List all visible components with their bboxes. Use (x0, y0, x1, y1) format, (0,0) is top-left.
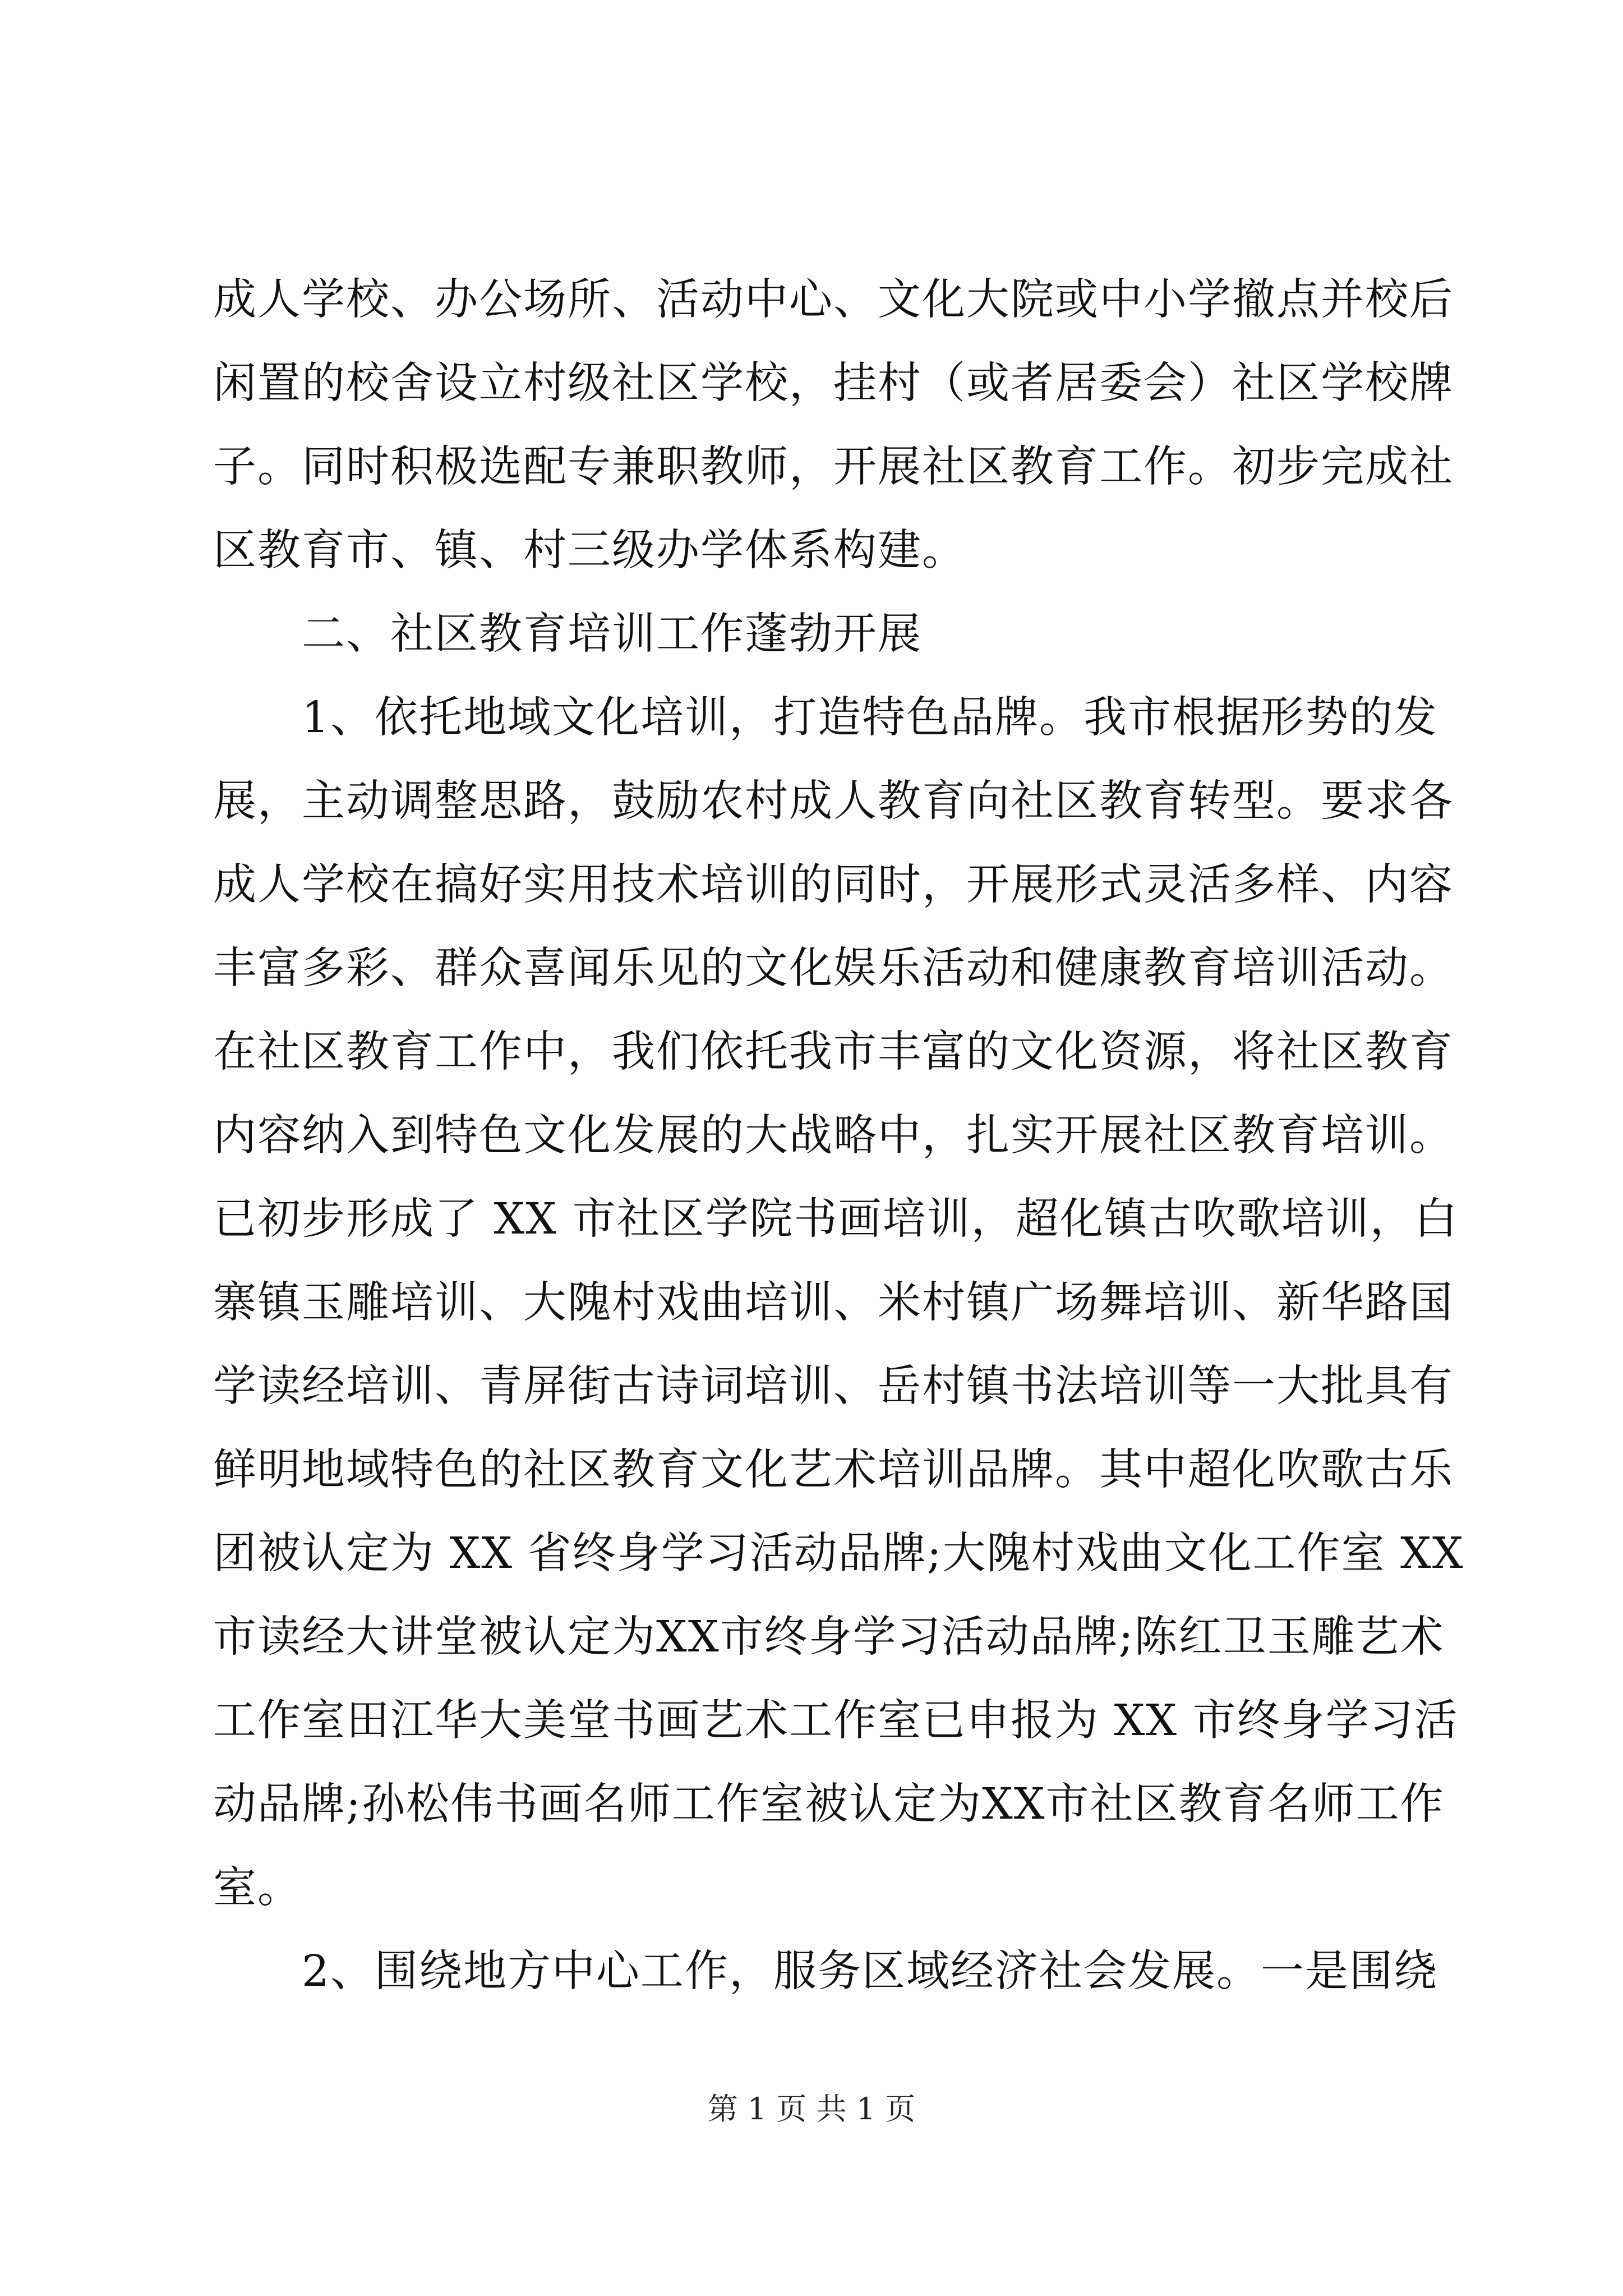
body-line: 室。 (213, 1863, 302, 1913)
body-line: 2、围绕地方中心工作，服务区域经济社会发展。一是围绕 (213, 1947, 1438, 1996)
body-line: 动品牌;孙松伟书画名师工作室被认定为XX市社区教育名师工作 (213, 1779, 1445, 1829)
section-heading: 二、社区教育培训工作蓬勃开展 (213, 609, 922, 659)
body-line: 已初步形成了 XX 市社区学院书画培训，超化镇古吹歌培训，白 (213, 1194, 1459, 1244)
body-line: 在社区教育工作中，我们依托我市丰富的文化资源，将社区教育 (213, 1027, 1454, 1077)
body-line: 闲置的校舍设立村级社区学校，挂村（或者居委会）社区学校牌 (213, 358, 1454, 408)
body-line: 子。同时积极选配专兼职教师，开展社区教育工作。初步完成社 (213, 442, 1454, 492)
body-line: 工作室田江华大美堂书画艺术工作室已申报为 XX 市终身学习活 (213, 1696, 1459, 1746)
body-line: 寨镇玉雕培训、大隗村戏曲培训、米村镇广场舞培训、新华路国 (213, 1278, 1454, 1328)
page-number-footer: 第 1 页 共 1 页 (707, 2091, 916, 2127)
body-line: 团被认定为 XX 省终身学习活动品牌;大隗村戏曲文化工作室 XX (213, 1529, 1464, 1579)
document-body (213, 258, 1464, 2013)
body-line: 丰富多彩、群众喜闻乐见的文化娱乐活动和健康教育培训活动。 (213, 944, 1454, 993)
body-line: 内容纳入到特色文化发展的大战略中，扎实开展社区教育培训。 (213, 1111, 1454, 1161)
body-line: 区教育市、镇、村三级办学体系构建。 (213, 526, 966, 576)
body-line: 学读经培训、青屏街古诗词培训、岳村镇书法培训等一大批具有 (213, 1361, 1454, 1411)
body-line: 市读经大讲堂被认定为XX市终身学习活动品牌;陈红卫玉雕艺术 (213, 1612, 1445, 1662)
body-line: 展，主动调整思路，鼓励农村成人教育向社区教育转型。要求各 (213, 776, 1454, 826)
body-line: 成人学校、办公场所、活动中心、文化大院或中小学撤点并校后 (213, 275, 1454, 325)
body-line: 1、依托地域文化培训，打造特色品牌。我市根据形势的发 (213, 693, 1438, 743)
body-line: 成人学校在搞好实用技术培训的同时，开展形式灵活多样、内容 (213, 860, 1454, 910)
body-line: 鲜明地域特色的社区教育文化艺术培训品牌。其中超化吹歌古乐 (213, 1445, 1454, 1495)
